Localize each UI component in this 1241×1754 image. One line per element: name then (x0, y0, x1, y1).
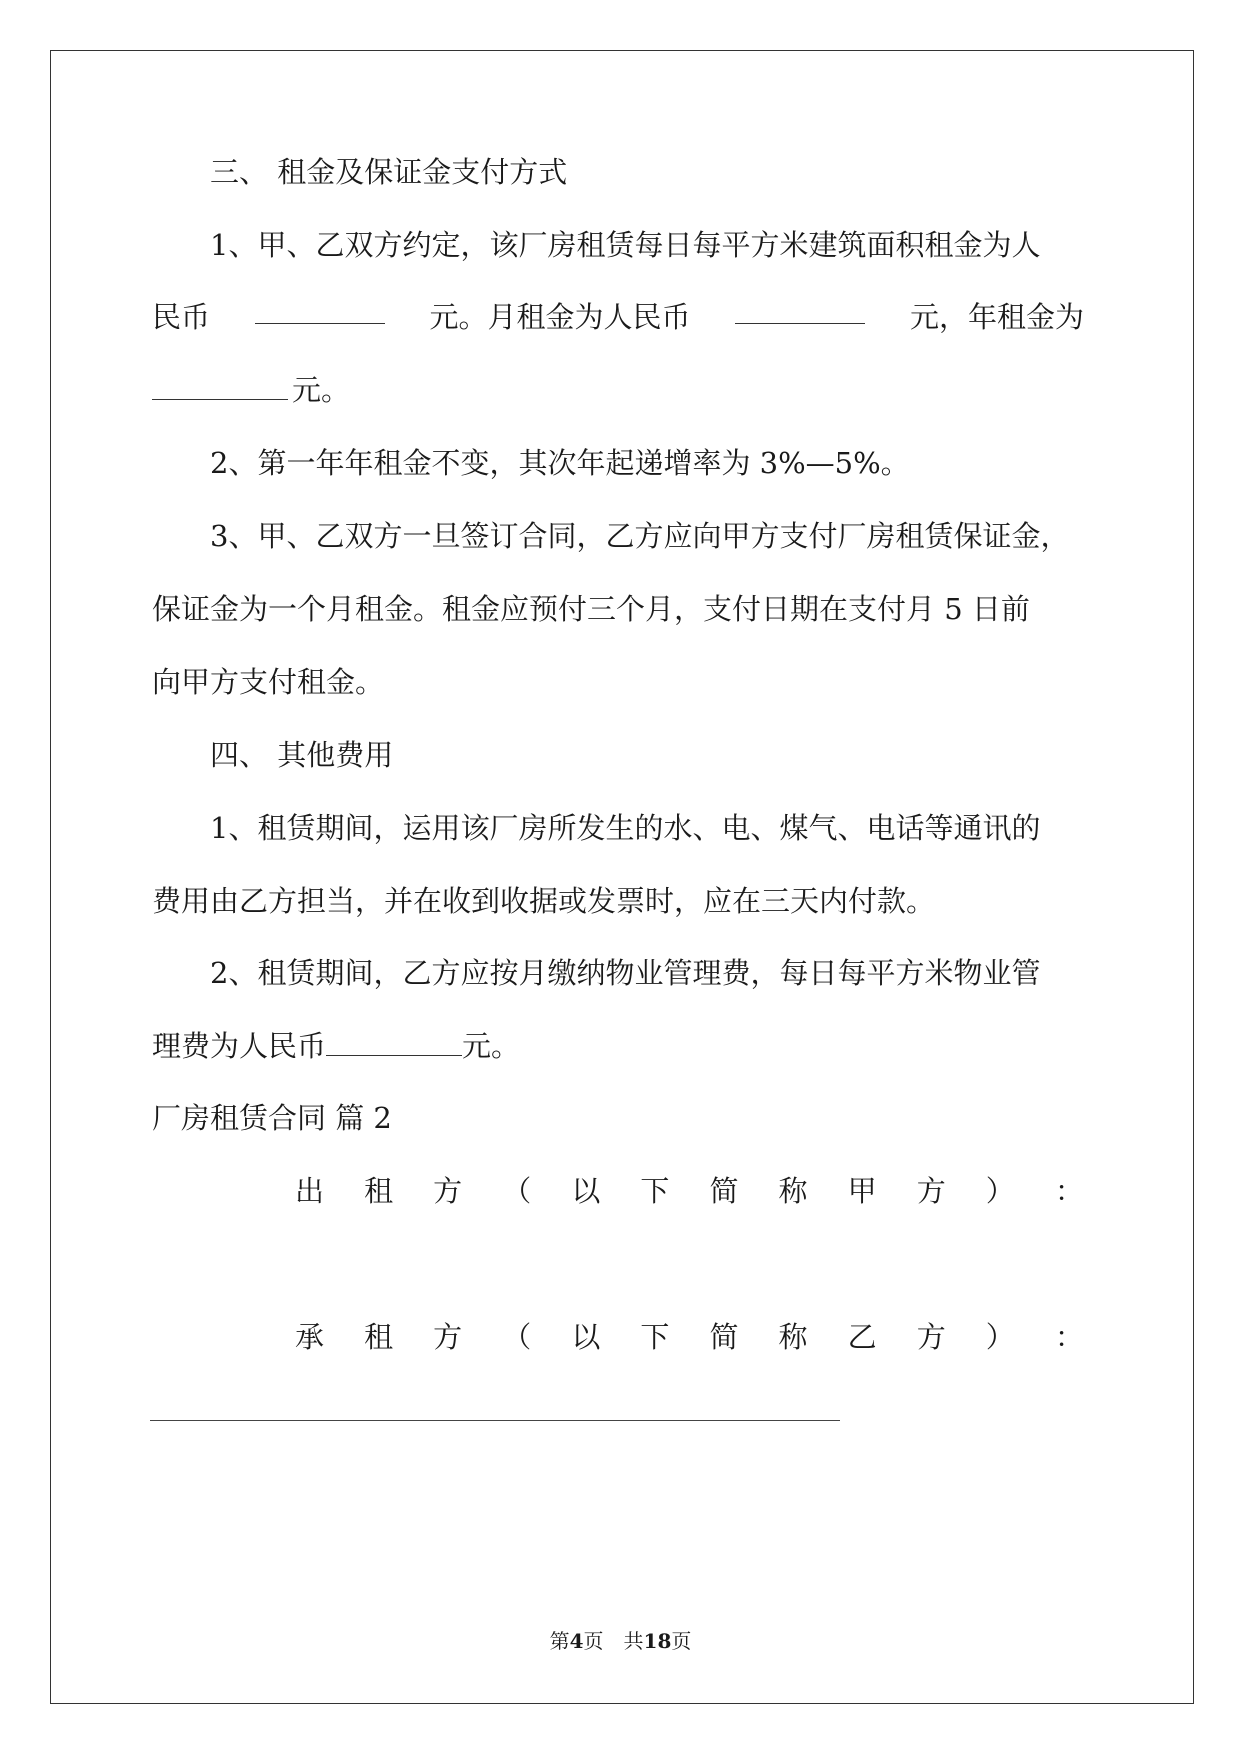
footer-mid: 页 共 (583, 1629, 644, 1653)
monthly-rent-blank (735, 297, 865, 324)
lessor-char: 称 (778, 1174, 808, 1208)
section-3-heading: 三、 租金及保证金支付方式 (210, 155, 568, 189)
lessee-char: 下 (640, 1320, 670, 1354)
footer-page-number: 4 (569, 1629, 584, 1653)
lessee-char: 租 (364, 1320, 394, 1354)
daily-rent-blank (255, 297, 385, 324)
lessee-char: ： (1054, 1320, 1084, 1354)
annual-rent-blank (152, 373, 288, 400)
footer-prefix: 第 (549, 1629, 570, 1653)
property-fee-blank (326, 1029, 462, 1056)
text-segment: 元。月租金为人民币 (429, 300, 691, 334)
section-3-para-1-line-1: 1、甲、乙双方约定，该厂房租赁每日每平方米建筑面积租金为人 (210, 228, 1041, 262)
lessee-char: （ (502, 1320, 532, 1354)
text-segment: 元，年租金为 (909, 300, 1084, 334)
lessor-char: 简 (709, 1174, 739, 1208)
lessor-char: 方 (433, 1174, 463, 1208)
section-3-para-3-line-2: 保证金为一个月租金。租金应预付三个月，支付日期在支付月 5 日前 (152, 592, 1030, 626)
lessor-char: 甲 (847, 1174, 877, 1208)
lessee-char: 简 (709, 1320, 739, 1354)
footer-total-pages: 18 (643, 1629, 672, 1653)
lessee-char: 乙 (847, 1320, 877, 1354)
lessor-char: （ (502, 1174, 532, 1208)
footer-suffix: 页 (671, 1629, 692, 1653)
page-footer (0, 1625, 1241, 1654)
lessee-line (295, 1317, 1084, 1357)
text-segment: 元。 (292, 373, 351, 407)
contract-2-title: 厂房租赁合同 篇 2 (152, 1101, 392, 1135)
lessor-char: 以 (571, 1174, 601, 1208)
section-3-para-1-line-3 (152, 370, 1084, 410)
section-3-para-3-line-1: 3、甲、乙双方一旦签订合同，乙方应向甲方支付厂房租赁保证金， (210, 519, 1070, 553)
text-segment: 民币 (152, 300, 211, 334)
lessor-char: ） (985, 1174, 1015, 1208)
lessee-char: 承 (295, 1320, 325, 1354)
lessee-char: 方 (916, 1320, 946, 1354)
section-4-para-2-line-1: 2、租赁期间，乙方应按月缴纳物业管理费，每日每平方米物业管 (210, 956, 1041, 990)
section-3-para-1-line-2 (152, 297, 1084, 337)
lessor-char: 租 (364, 1174, 394, 1208)
section-4-para-1-line-2: 费用由乙方担当，并在收到收据或发票时，应在三天内付款。 (152, 884, 936, 918)
lessor-line (295, 1171, 1084, 1211)
lessee-char: ） (985, 1320, 1015, 1354)
lessee-char: 称 (778, 1320, 808, 1354)
section-4-heading: 四、 其他费用 (210, 738, 394, 772)
lessor-char: 出 (295, 1174, 325, 1208)
lessor-char: 方 (916, 1174, 946, 1208)
lessee-char: 方 (433, 1320, 463, 1354)
lessor-char: ： (1054, 1174, 1084, 1208)
text-segment: 元。 (462, 1029, 521, 1063)
section-3-para-2: 2、第一年年租金不变，其次年起递增率为 3%—5%。 (210, 446, 910, 480)
lessor-char: 下 (640, 1174, 670, 1208)
section-4-para-2-line-2 (152, 1026, 1084, 1066)
section-4-para-1-line-1: 1、租赁期间，运用该厂房所发生的水、电、煤气、电话等通讯的 (210, 811, 1041, 845)
section-3-para-3-line-3: 向甲方支付租金。 (152, 665, 385, 699)
text-segment: 理费为人民币 (152, 1029, 327, 1063)
lessor-name-blank (150, 1420, 840, 1421)
lessee-char: 以 (571, 1320, 601, 1354)
